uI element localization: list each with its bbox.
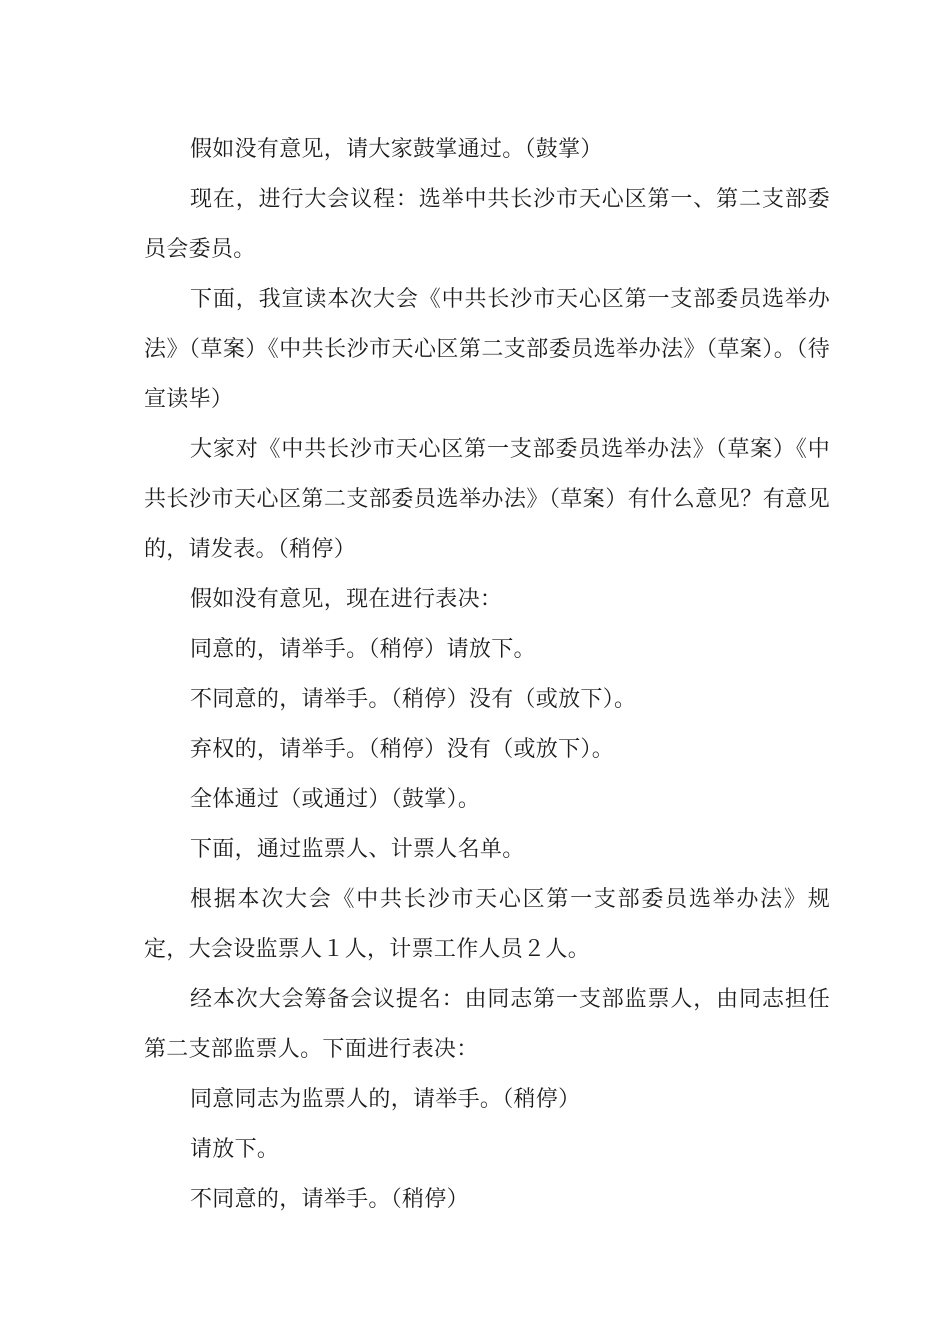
paragraph: 不同意的，请举手。（稍停）没有（或放下）。 (190, 687, 637, 712)
paragraph: 弃权的，请举手。（稍停）没有（或放下）。 (190, 737, 615, 762)
paragraph: 根据本次大会《中共长沙市天心区第一支部委员选举办法》规定，大会设监票人１人，计票工作人员２人。 (144, 887, 830, 962)
paragraph: 大家对《中共长沙市天心区第一支部委员选举办法》（草案）《中共长沙市天心区第二支部委员选举办法》（草案）有什么意见？有意见的，请发表。（稍停） (144, 437, 830, 562)
paragraph: 经本次大会筹备会议提名：由同志第一支部监票人，由同志担任第二支部监票人。下面进行表决： (144, 987, 830, 1062)
paragraph: 同意的，请举手。（稍停）请放下。 (190, 637, 536, 662)
paragraph: 请放下。 (190, 1137, 280, 1162)
paragraph: 全体通过（或通过）（鼓掌）。 (190, 787, 481, 812)
paragraph: 假如没有意见，现在进行表决： (190, 587, 503, 612)
document-body (144, 125, 830, 1225)
paragraph: 不同意的，请举手。（稍停） (190, 1187, 469, 1212)
paragraph: 现在，进行大会议程：选举中共长沙市天心区第一、第二支部委员会委员。 (144, 187, 830, 262)
paragraph: 假如没有意见，请大家鼓掌通过。（鼓掌） (190, 137, 603, 162)
paragraph: 同意同志为监票人的，请举手。（稍停） (190, 1087, 581, 1112)
paragraph: 下面，我宣读本次大会《中共长沙市天心区第一支部委员选举办法》（草案）《中共长沙市天心区第二支部委员选举办法》（草案）。（待宣读毕） (144, 287, 830, 412)
paragraph: 下面，通过监票人、计票人名单。 (190, 837, 525, 862)
